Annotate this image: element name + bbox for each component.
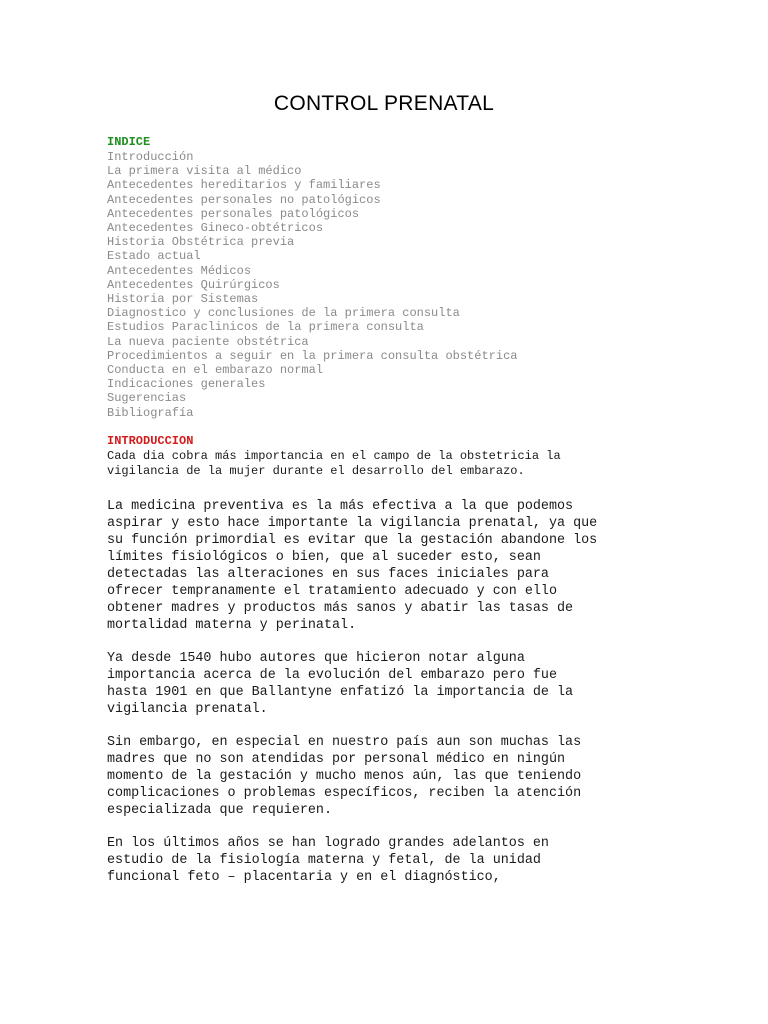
- introduction-lead: [107, 449, 667, 480]
- index-item-primera-visita: La primera visita al médico: [107, 164, 302, 179]
- index-item-estado-actual: Estado actual: [107, 249, 201, 264]
- paragraph-sin-embargo: [107, 734, 667, 819]
- index-item-historia-obstetrica: Historia Obstétrica previa: [107, 235, 295, 250]
- text-line: ofrecer tempranamente el tratamiento adecuado y con ello: [107, 583, 557, 599]
- index-item-bibliografia: Bibliografía: [107, 405, 194, 420]
- text-line: límites fisiológicos o bien, que al suceder esto, sean: [107, 549, 541, 565]
- introduction-heading: INTRODUCCION: [107, 433, 194, 448]
- index-item-conducta: Conducta en el embarazo normal: [107, 363, 324, 378]
- text-line: detectadas las alteraciones en sus faces iniciales para: [107, 566, 549, 582]
- index-item-antecedentes-patologicos: Antecedentes personales patológicos: [107, 206, 360, 221]
- index-item-historia-sistemas: Historia por Sistemas: [107, 292, 259, 307]
- index-item-antecedentes-no-patologicos: Antecedentes personales no patológicos: [107, 192, 381, 207]
- index-item-indicaciones: Indicaciones generales: [107, 377, 266, 392]
- index-item-procedimientos: Procedimientos a seguir en la primera consulta obstétrica: [107, 348, 518, 363]
- index-list: [107, 150, 667, 420]
- index-item-antecedentes-quirurgicos: Antecedentes Quirúrgicos: [107, 277, 280, 292]
- text-line: hasta 1901 en que Ballantyne enfatizó la importancia de la: [107, 684, 574, 700]
- index-item-antecedentes-gineco: Antecedentes Gineco-obtétricos: [107, 221, 324, 236]
- text-line: En los últimos años se han logrado grandes adelantos en: [107, 835, 549, 851]
- text-line: madres que no son atendidas por personal médico en ningún: [107, 751, 566, 767]
- text-line: mortalidad materna y perinatal.: [107, 617, 357, 633]
- paragraph-medicina-preventiva: [107, 498, 667, 634]
- text-line: Sin embargo, en especial en nuestro país aun son muchas las: [107, 734, 582, 750]
- text-line: aspirar y esto hace importante la vigilancia prenatal, ya que: [107, 515, 598, 531]
- text-line: obtener madres y productos más sanos y abatir las tasas de: [107, 600, 574, 616]
- text-line: estudio de la fisiología materna y fetal, de la unidad: [107, 852, 541, 868]
- paragraph-historia: [107, 650, 667, 718]
- text-line: vigilancia de la mujer durante el desarrollo del embarazo.: [107, 464, 525, 479]
- text-line: especializada que requieren.: [107, 802, 332, 818]
- index-item-sugerencias: Sugerencias: [107, 391, 187, 406]
- index-item-estudios-paraclinicos: Estudios Paraclinicos de la primera consulta: [107, 320, 424, 335]
- index-item-diagnostico: Diagnostico y conclusiones de la primera consulta: [107, 306, 460, 321]
- text-line: La medicina preventiva es la más efectiva a la que podemos: [107, 498, 574, 514]
- document-title: CONTROL PRENATAL: [273, 92, 495, 115]
- text-line: importancia acerca de la evolución del embarazo pero fue: [107, 667, 557, 683]
- text-line: Cada dia cobra más importancia en el campo de la obstetricia la: [107, 448, 561, 463]
- text-line: su función primordial es evitar que la gestación abandone los: [107, 532, 598, 548]
- document-body: [107, 135, 667, 886]
- index-heading: INDICE: [107, 135, 151, 149]
- text-line: vigilancia prenatal.: [107, 701, 268, 717]
- index-item-antecedentes-medicos: Antecedentes Médicos: [107, 263, 252, 278]
- paragraph-ultimos-anos: [107, 835, 667, 886]
- text-line: momento de la gestación y mucho menos aún, las que teniendo: [107, 768, 582, 784]
- text-line: complicaciones o problemas específicos, reciben la atención: [107, 785, 582, 801]
- text-line: Ya desde 1540 hubo autores que hicieron notar alguna: [107, 650, 525, 666]
- index-item-introduccion: Introducción: [107, 150, 194, 164]
- text-line: funcional feto – placentaria y en el diagnóstico,: [107, 869, 501, 885]
- index-item-antecedentes-hereditarios: Antecedentes hereditarios y familiares: [107, 178, 381, 193]
- index-item-nueva-paciente: La nueva paciente obstétrica: [107, 334, 309, 349]
